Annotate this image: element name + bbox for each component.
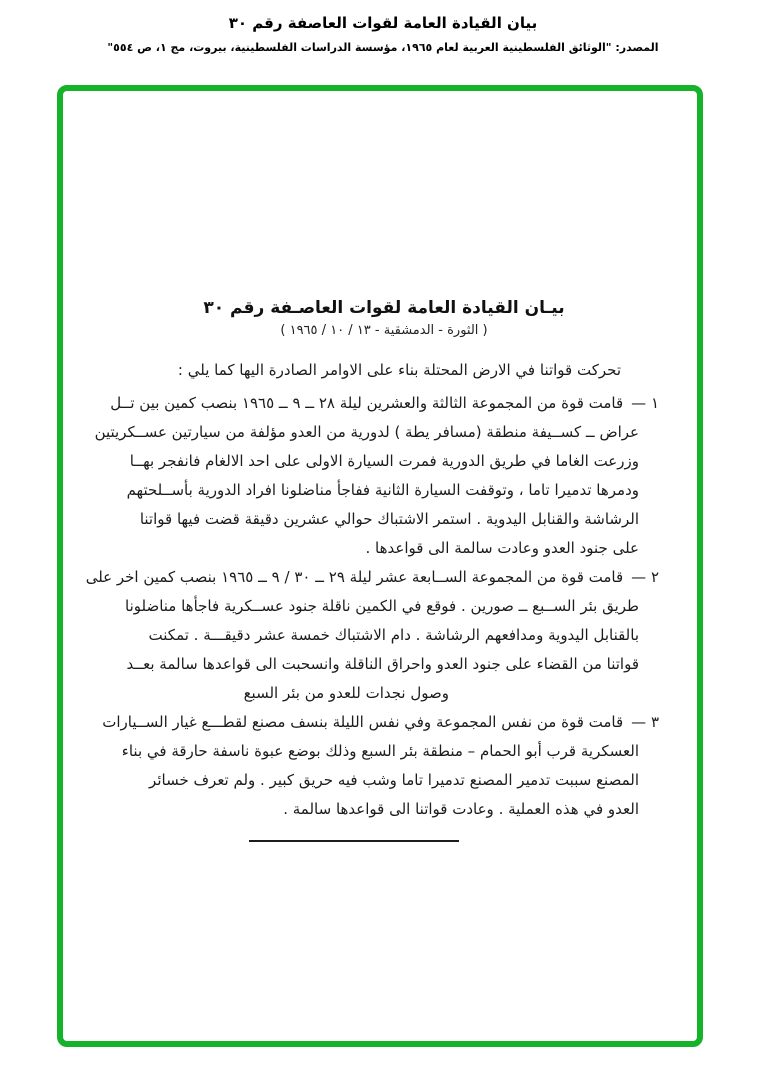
item-number: ٢ — — [631, 568, 659, 586]
numbered-item-3 — [102, 708, 659, 824]
item-line: بالقنابل اليدوية ومدافعهم الرشاشة . دام الاشتباك خمسة عشر دقيقـــة . تمكنت — [148, 626, 639, 644]
header-source-line: المصدر: "الوثائق الفلسطينية العربية لعام ١٩٦٥، مؤسسة الدراسات الفلسطينية، بيروت، مج ١، ص ٥٥٤" — [107, 41, 659, 54]
document-title: بيـان القيادة العامة لقوات العاصـفة رقم ٣٠ — [203, 298, 565, 318]
item-line: وصول نجدات للعدو من بئر السبع — [243, 684, 449, 702]
page-header — [0, 12, 766, 56]
scanned-document — [63, 91, 697, 1041]
item-line-text: قامت قوة من المجموعة الثالثة والعشرين ليلة ٢٨ ــ ٩ ــ ١٩٦٥ بنصب كمين بين تــل — [110, 394, 624, 412]
item-number: ١ — — [631, 394, 659, 412]
item-line — [102, 708, 659, 737]
item-line — [85, 563, 659, 592]
item-line — [109, 389, 659, 418]
item-line: العدو في هذه العملية . وعادت قواتنا الى قواعدها سالمة . — [283, 800, 639, 818]
document-subtitle: ( الثورة - الدمشقية - ١٣ / ١٠ / ١٩٦٥ ) — [280, 323, 488, 338]
item-line: عراض ــ كســيفة منطقة (مسافر يطة ) لدورية من العدو مؤلفة من سيارتين عســكريتين — [94, 423, 639, 441]
item-line-text: قامت قوة من نفس المجموعة وفي نفس الليلة بنسف مصنع لقطـــع غيار الســيارات — [102, 713, 624, 731]
numbered-item-2 — [85, 563, 659, 708]
item-line: ودمرها تدميرا تاما ، وتوقفت السيارة الثانية ففاجأ مناضلونا افراد الدورية بأســلحتهم — [126, 481, 639, 499]
item-number: ٣ — — [631, 713, 659, 731]
item-line: المصنع سببت تدمير المصنع تدميرا تاما وشب فيه حريق كبير . ولم تعرف خسائر — [149, 771, 639, 789]
item-line: وزرعت الغاما في طريق الدورية فمرت السيارة الاولى على احد الالغام فانفجر بهــا — [129, 452, 639, 470]
intro-paragraph: تحركت قواتنا في الارض المحتلة بناء على الاوامر الصادرة اليها كما يلي : — [177, 361, 621, 379]
item-line: على جنود العدو وعادت سالمة الى قواعدها . — [365, 539, 639, 557]
item-line-text: قامت قوة من المجموعة الســابعة عشر ليلة ٢٩ ــ ٣٠ / ٩ ــ ١٩٦٥ بنصب كمين اخر على — [85, 568, 624, 586]
item-line: العسكرية قرب أبو الحمام – منطقة بئر السبع وذلك بوضع عبوة ناسفة حارقة في بناء — [121, 742, 639, 760]
item-line: قواتنا من القضاء على جنود العدو واحراق الناقلة وانسحبت الى قواعدها سالمة بعــد — [126, 655, 639, 673]
scanned-document-frame — [57, 85, 703, 1047]
header-title: بيان القيادة العامة لقوات العاصفة رقم ٣٠ — [228, 14, 538, 32]
numbered-item-1 — [94, 389, 659, 563]
item-line: الرشاشة والقنابل اليدوية . استمر الاشتباك حوالي عشرين دقيقة قضت فيها قواتنا — [139, 510, 639, 528]
item-line: طريق بئر الســبع ــ صورين . فوقع في الكمين ناقلة جنود عســكرية فاجأها مناضلونا — [125, 597, 639, 615]
end-divider — [249, 840, 459, 842]
